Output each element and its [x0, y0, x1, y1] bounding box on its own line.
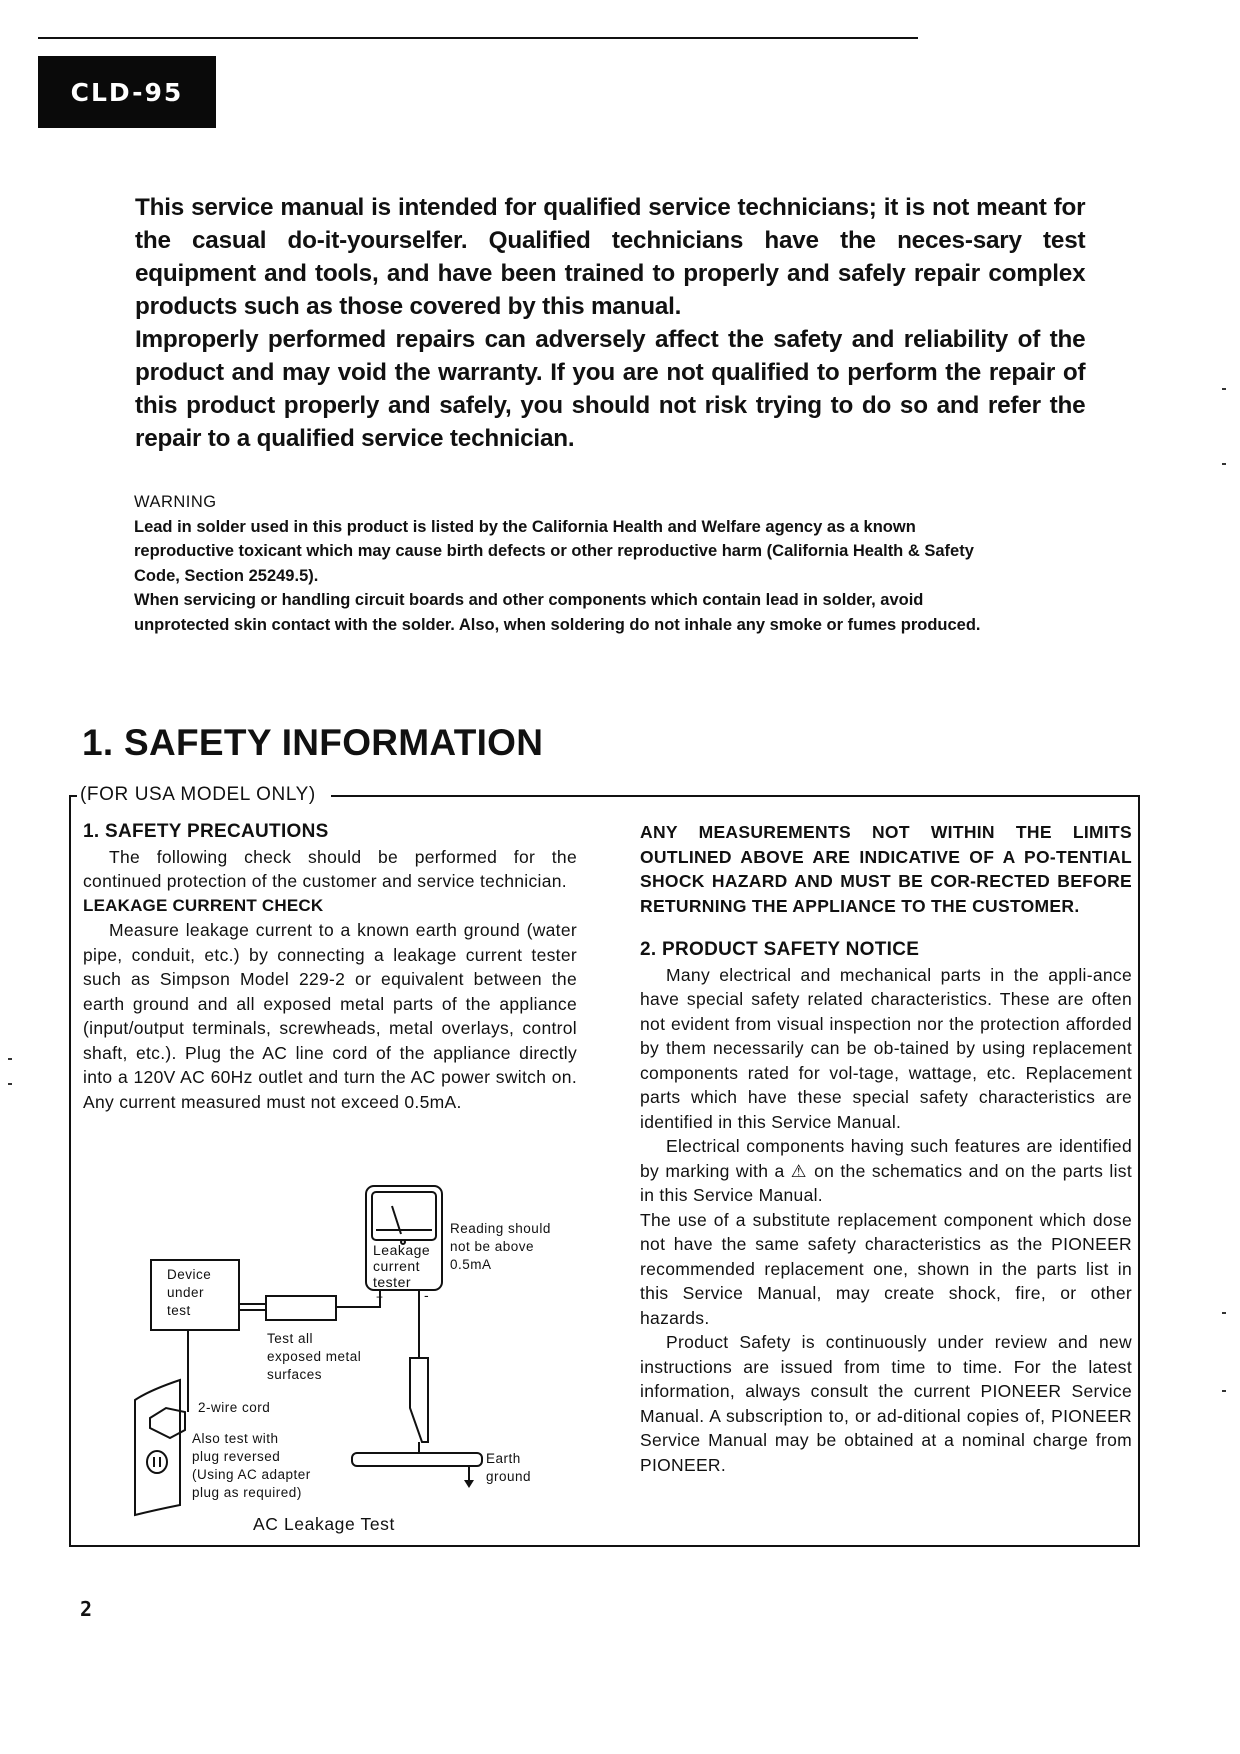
leakage-text: Measure leakage current to a known earth ground (water pipe, conduit, etc.) by connecting a leakage current tester such as Simpson Model 229-2 or equivalent between the earth ground and all exposed metal parts of the appliance (input/output terminals, screwheads, metal overlays, control shaft, etc.). Plug the AC line cord of the appliance directly into a 120V AC 60Hz outlet and turn the AC power switch on. Any current measured must not exceed 0.5mA. [83, 920, 577, 1112]
model-name: CLD-95 [70, 77, 184, 107]
warning-paragraph: When servicing or handling circuit boards and other components which contain lead in solder, avoid unprotected skin contact with the solder. Also, when soldering do not inhale any smoke or fumes produced. [134, 591, 981, 634]
precautions-intro: The following check should be performed for the continued protection of the customer and service technician. [83, 846, 577, 891]
plus-terminal-label: + [376, 1290, 384, 1304]
reverse-label-line: plug reversed [192, 1449, 281, 1464]
tester-label [373, 1242, 430, 1290]
scan-mark [1222, 463, 1226, 465]
ground-pipe [352, 1453, 482, 1466]
page-number: 2 [80, 1597, 93, 1621]
model-badge [38, 56, 216, 128]
left-column [83, 820, 577, 1114]
scan-mark [8, 1083, 12, 1085]
tester-meter [372, 1192, 436, 1240]
reverse-label [192, 1430, 311, 1502]
notice-paragraph: Electrical components having such features are identified by marking with a ⚠ on the schematics and on the parts list in this Service Manual. [640, 1136, 1132, 1205]
tester-label-line: current [373, 1258, 421, 1274]
reading-label [450, 1220, 551, 1274]
box-label: (FOR USA MODEL ONLY) [80, 784, 316, 805]
reading-label-line: Reading should [450, 1221, 551, 1236]
leakage-heading: LEAKAGE CURRENT CHECK [83, 895, 324, 915]
earth-arrow [464, 1480, 474, 1488]
top-rule [38, 37, 918, 39]
diagram-caption: AC Leakage Test [253, 1514, 395, 1534]
warning-paragraph: Lead in solder used in this product is listed by the California Health and Welfare agency as a known reproductive toxicant which may cause birth defects or other reproductive harm (California Health & Safety Code, Section 25249.5). [134, 517, 974, 585]
test-surfaces-line: Test all [267, 1331, 314, 1346]
intro-notice [135, 191, 1085, 455]
scan-mark [1222, 388, 1226, 390]
box-top-right-segment [331, 795, 1138, 797]
notice-paragraph: Product Safety is continuously under review and new instructions are issued from time to time. For the latest information, always consult the current PIONEER Service Manual. A subscription to, or ad-ditional copies of, PIONEER Service Manual may be obtained at a nominal charge from PIONEER. [640, 1332, 1132, 1475]
warning-block [134, 490, 1014, 637]
test-surfaces-label [267, 1330, 361, 1384]
ground-clamp [410, 1358, 428, 1442]
scan-mark [1222, 1312, 1226, 1314]
device-label-line: under [167, 1285, 205, 1300]
device-label [167, 1266, 211, 1320]
plus-lead [336, 1290, 380, 1307]
earth-label-line: Earth [486, 1451, 521, 1466]
earth-label-line: ground [486, 1469, 532, 1484]
tester-label-line: tester [373, 1274, 412, 1290]
measurement-warning: ANY MEASUREMENTS NOT WITHIN THE LIMITS OUTLINED ABOVE ARE INDICATIVE OF A PO-TENTIAL SHOCK HAZARD AND MUST BE COR-RECTED BEFORE RETURNING THE APPLIANCE TO THE CUSTOMER. [640, 822, 1132, 916]
test-surfaces-line: surfaces [267, 1367, 323, 1382]
scan-mark [1222, 1390, 1226, 1392]
earth-label [486, 1450, 531, 1486]
reading-label-line: 0.5mA [450, 1257, 492, 1272]
scan-mark [8, 1058, 12, 1060]
notice-paragraph: The use of a substitute replacement component which dose not have the same safety characteristics as the PIONEER recommended replacement one, shown in the parts list in this Service Manual, may create shock, fire, or other hazards. [640, 1209, 1132, 1328]
socket [147, 1451, 167, 1473]
section-title: 1. SAFETY INFORMATION [82, 722, 544, 763]
warning-title: WARNING [134, 493, 217, 511]
reverse-label-line: Also test with [192, 1431, 279, 1446]
right-column [640, 820, 1132, 1477]
intro-paragraph: This service manual is intended for qualified service technicians; it is not meant for the casual do-it-yourselfer. Qualified technicians have the neces-sary test equipment and tools, and have been trained to properly and safely repair complex products such as those covered by this manual. [135, 194, 1086, 320]
box-top-left-segment [69, 795, 77, 797]
device-label-line: test [167, 1303, 191, 1318]
reverse-label-line: plug as required) [192, 1485, 302, 1500]
intro-paragraph: Improperly performed repairs can adversely affect the safety and reliability of the product and may void the warranty. If you are not qualified to perform the repair of this product properly and safely, you should not risk trying to do so and refer the repair to a qualified service technician. [135, 326, 1086, 452]
device-label-line: Device [167, 1267, 212, 1282]
notice-paragraph: Many electrical and mechanical parts in the appli-ance have special safety related characteristics. These are often not evident from visual inspection nor the protection afforded by them necessarily can be ob-tained by using replacement components rated for vol-tage, wattage, etc. Replacement parts which have these special safety characteristics are identified in this Service Manual. [640, 964, 1132, 1132]
minus-terminal-label: - [424, 1287, 430, 1303]
probe-body [266, 1296, 336, 1320]
reading-label-line: not be above [450, 1239, 535, 1254]
wall-outlet [135, 1380, 180, 1515]
precautions-heading: 1. SAFETY PRECAUTIONS [83, 821, 329, 842]
ac-leakage-diagram [130, 1180, 590, 1560]
notice-heading: 2. PRODUCT SAFETY NOTICE [640, 939, 920, 960]
test-surfaces-line: exposed metal [267, 1349, 362, 1364]
tester-label-line: Leakage [373, 1242, 431, 1258]
reverse-label-line: (Using AC adapter [192, 1467, 311, 1482]
cord-label: 2-wire cord [198, 1400, 271, 1415]
